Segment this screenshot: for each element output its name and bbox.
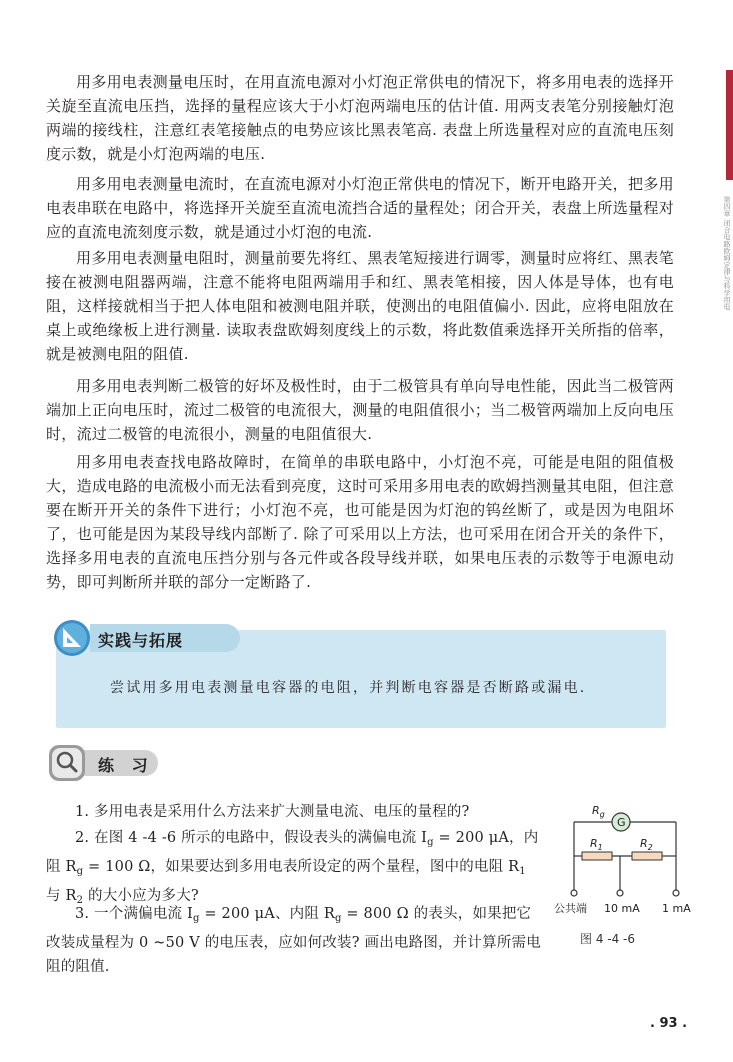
- r1-label: $R_1$: [590, 837, 603, 852]
- practice-header: [52, 620, 202, 656]
- resistor-r2: [632, 852, 662, 860]
- question-3: 3. 一个满偏电流 $I_g = 200$ μA、内阻 $R_g = 800$ Ω 的表头，如果把它改装成量程为 0 ~50 V 的电压表，应如何改装? 画出电路图，并计算所需电阻的阻值.: [46, 906, 541, 975]
- terminal-common: [571, 890, 577, 896]
- circuit-figure: [552, 800, 702, 920]
- chapter-side-tab: [726, 70, 733, 180]
- paragraph-current: 用多用电表测量电流时，在直流电源对小灯泡正常供电的情况下，断开电路开关，把多用电表串联在电路中，将选择开关旋至直流电流挡合适的量程处；闭合开关，表盘上所选量程对应的直流电流刻度示数，就是通过小灯泡的电流.: [46, 175, 674, 241]
- paragraph-voltage: 用多用电表测量电压时，在用直流电源对小灯泡正常供电的情况下，将多用电表的选择开关旋至直流电压挡，选择的量程应该大于小灯泡两端电压的估计值. 用两支表笔分别接触灯泡两端的接线柱，注意红表笔接触点的电势应该比黑表笔高. 表盘上所选量程对应的直流电压刻度示数，就是小灯泡两端的电压.: [46, 73, 674, 163]
- galvanometer-label: G: [617, 816, 626, 829]
- terminal-10ma: [617, 890, 623, 896]
- terminal-1ma-label: 1 mA: [662, 902, 691, 915]
- question-1: 1. 多用电表是采用什么方法来扩大测量电流、电压的量程的?: [75, 804, 470, 820]
- terminal-10ma-label: 10 mA: [604, 902, 640, 915]
- terminal-common-label: 公共端: [554, 902, 587, 915]
- paragraph-fault: 用多用电表查找电路故障时，在简单的串联电路中，小灯泡不亮，可能是电阻的阻值极大，造成电路的电流极小而无法看到亮度，这时可采用多用电表的欧姆挡测量其电阻，但注意要在断开开关的条件下进行；小灯泡不亮，也可能是因为灯泡的钨丝断了，或是因为电阻坏了，也可能是因为某段导线内部断了. 除了可采用以上方法，也可采用在闭合开关的条件下，选择多用电表的直流电压挡分别与各元件或各段导线并联，如果电压表的示数等于电源电动势，即可判断所并联的部分一定断路了.: [46, 453, 674, 591]
- r2-label: $R_2$: [640, 837, 653, 852]
- resistor-r1: [582, 852, 612, 860]
- rg-label: $R_g$: [592, 804, 605, 819]
- practice-title: 实践与拓展: [98, 631, 184, 650]
- triangle-ruler-icon: [52, 618, 92, 658]
- exercise-header: [48, 744, 168, 782]
- terminal-1ma: [673, 890, 679, 896]
- paragraph-diode: 用多用电表判断二极管的好坏及极性时，由于二极管具有单向导电性能，因此当二极管两端加上正向电压时，流过二极管的电流很大，测量的电阻值很小；当二极管两端加上反向电压时，流过二极管的电流很小，测量的电阻值很大.: [46, 377, 674, 443]
- question-2: 2. 在图 4 -4 -6 所示的电路中，假设表头的满偏电流 $I_g = 200$ μA，内阻 $R_g = 100$ Ω，如果要达到多用电表所设定的两个量程，图中的电阻 $R_1$ 与 $R_2$ 的大小应为多大?: [46, 830, 539, 906]
- chapter-side-label: 第四章 闭合电路欧姆定律与科学用电: [723, 196, 731, 311]
- paragraph-resistance: 用多用电表测量电阻时，测量前要先将红、黑表笔短接进行调零，测量时应将红、黑表笔接在被测电阻器两端，注意不能将电阻两端用手和红、黑表笔相接，因人体是导体，也有电阻，这样接就相当于把人体电阻和被测电阻并联，使测出的电阻值偏小. 因此，应将电阻放在桌上或绝缘板上进行测量. 读取表盘欧姆刻度线上的示数，将此数值乘选择开关所指的倍率，就是被测电阻的阻值.: [46, 249, 674, 363]
- practice-text: 尝试用多用电表测量电容器的电阻，并判断电容器是否断路或漏电.: [110, 680, 587, 696]
- page-number: . 93 .: [650, 1016, 688, 1031]
- exercise-title: 练 习: [98, 756, 154, 775]
- magnifier-icon: [48, 744, 86, 782]
- figure-caption: 图 4 -4 -6: [580, 932, 636, 946]
